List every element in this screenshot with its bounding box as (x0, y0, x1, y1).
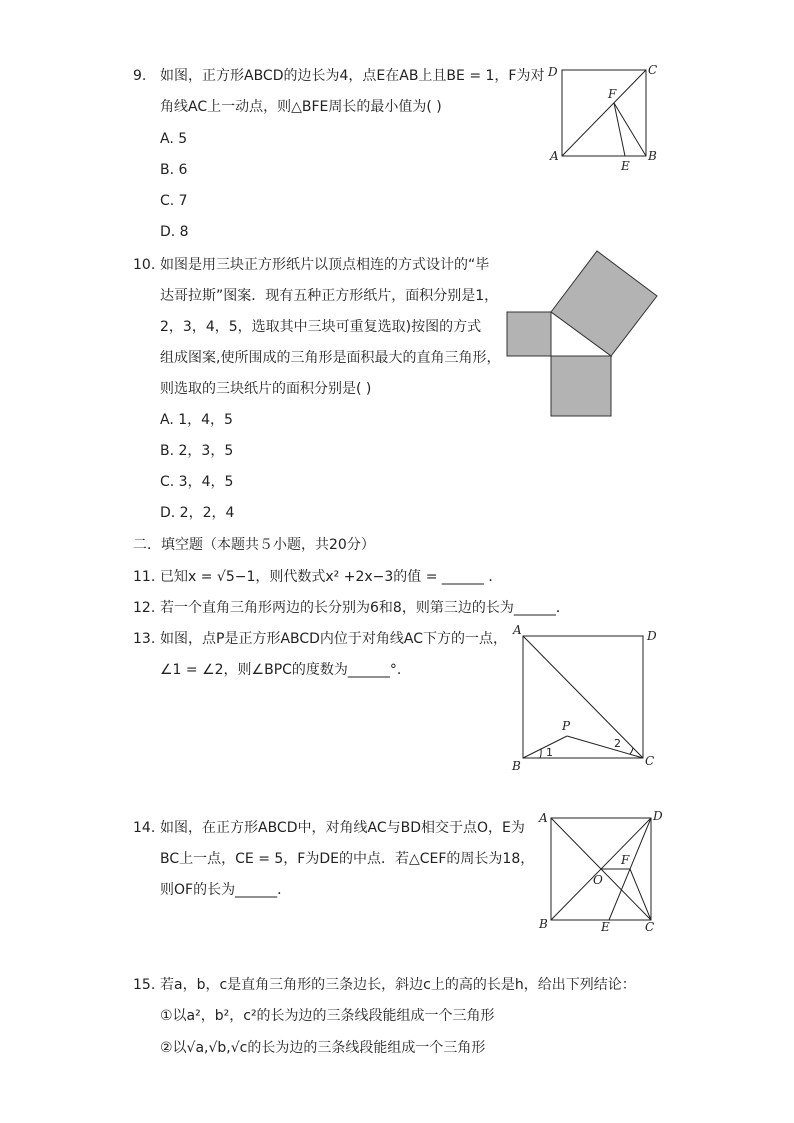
q9-label-a: A (550, 149, 559, 163)
q9-label-d: D (548, 65, 558, 79)
q13-label-angle-1: 1 (546, 746, 553, 759)
q12-number: 12. (133, 600, 156, 616)
q15-number: 15. (133, 977, 156, 993)
q13-stem-line2: ∠1 = ∠2，则∠BPC的度数为______°. (160, 662, 402, 678)
q11-number: 11. (133, 569, 156, 585)
q13-stem-line1: 如图，点P是正方形ABCD内位于对角线AC下方的一点， (160, 631, 508, 647)
q13-label-angle-2: 2 (614, 737, 621, 750)
q9-diagonal-ac (562, 70, 646, 156)
q14-label-f: F (621, 853, 630, 867)
q13-label-p: P (562, 719, 571, 733)
q9-option-d[interactable]: D. 8 (160, 224, 189, 240)
q9-segment-fe (614, 103, 625, 156)
q14-label-b: B (539, 917, 548, 931)
q13-angle-2-arc (630, 748, 633, 754)
q9-option-c[interactable]: C. 7 (160, 193, 188, 209)
q9-square-figure (540, 60, 670, 175)
q13-segment-bp (523, 736, 567, 758)
q10-number: 10. (133, 257, 156, 273)
q15-conclusion-1: ①以a²，b²，c²的长为边的三条线段能组成一个三角形 (160, 1008, 495, 1024)
q13-diagonal-ac (523, 636, 643, 758)
q14-stem-line3: 则OF的长为______． (160, 882, 292, 898)
q9-stem-line2: 角线AC上一动点，则△BFE周长的最小值为( ) (160, 99, 442, 115)
q14-label-o: O (593, 873, 603, 887)
q9-option-a[interactable]: A. 5 (160, 131, 188, 147)
q13-label-d: D (647, 629, 657, 643)
q10-option-c[interactable]: C. 3，4，5 (160, 474, 234, 490)
q10-stem-line2: 达哥拉斯”图案．现有五种正方形纸片，面积分别是1， (160, 288, 499, 304)
q9-segment-fb (614, 103, 646, 156)
q15-conclusion-2: ②以√a,√b,√c的长为边的三条线段能组成一个三角形 (160, 1040, 486, 1056)
q14-label-a: A (539, 811, 548, 825)
q10-stem-line1: 如图是用三块正方形纸片以顶点相连的方式设计的“毕 (160, 257, 490, 273)
q10-square-left (507, 312, 551, 356)
q9-label-e: E (621, 159, 630, 173)
q13-angle-1-arc (540, 749, 541, 758)
q9-label-c: C (648, 63, 658, 77)
q10-stem-line5: 则选取的三块纸片的面积分别是( ) (160, 381, 372, 397)
q10-stem-line4: 组成图案,使所围成的三角形是面积最大的直角三角形， (160, 350, 501, 366)
q9-label-b: B (648, 149, 657, 163)
q9-label-f: F (608, 87, 617, 101)
q10-stem-line3: 2，3，4，5，选取其中三块可重复选取)按图的方式 (160, 319, 482, 335)
section-heading: 二．填空题（本题共５小题，共20分） (133, 537, 375, 553)
q14-number: 14. (133, 820, 156, 836)
q13-label-a: A (513, 623, 522, 637)
q13-square-figure (505, 622, 665, 777)
q13-label-b: B (512, 759, 521, 773)
q11-text: 已知x = √5−1，则代数式x² +2x−3的值 = ______ ． (160, 569, 503, 585)
q15-stem: 若a，b，c是直角三角形的三条边长，斜边c上的高的长是h，给出下列结论： (160, 977, 636, 993)
q14-label-d: D (653, 809, 663, 823)
q9-stem-line1: 如图，正方形ABCD的边长为4，点E在AB上且BE = 1，F为对 (160, 68, 545, 84)
q14-label-e: E (601, 920, 610, 934)
q10-pythagoras-figure (500, 245, 665, 425)
q14-stem-line2: BC上一点，CE = 5，F为DE的中点．若△CEF的周长为18， (160, 851, 535, 867)
q9-option-b[interactable]: B. 6 (160, 162, 188, 178)
q12-text: 若一个直角三角形两边的长分别为6和8，则第三边的长为______． (160, 600, 570, 616)
q10-option-a[interactable]: A. 1，4，5 (160, 412, 233, 428)
q14-segment-fc (630, 869, 651, 920)
q14-label-c: C (645, 920, 655, 934)
q14-stem-line1: 如图，在正方形ABCD中，对角线AC与BD相交于点O，E为 (160, 820, 525, 836)
q13-label-c: C (645, 754, 655, 768)
q10-square-bottom (551, 356, 611, 416)
q10-option-d[interactable]: D. 2，2，4 (160, 505, 235, 521)
q9-number: 9. (133, 68, 147, 84)
q13-number: 13. (133, 631, 156, 647)
q14-square-figure (535, 806, 670, 936)
q10-option-b[interactable]: B. 2，3，5 (160, 443, 234, 459)
